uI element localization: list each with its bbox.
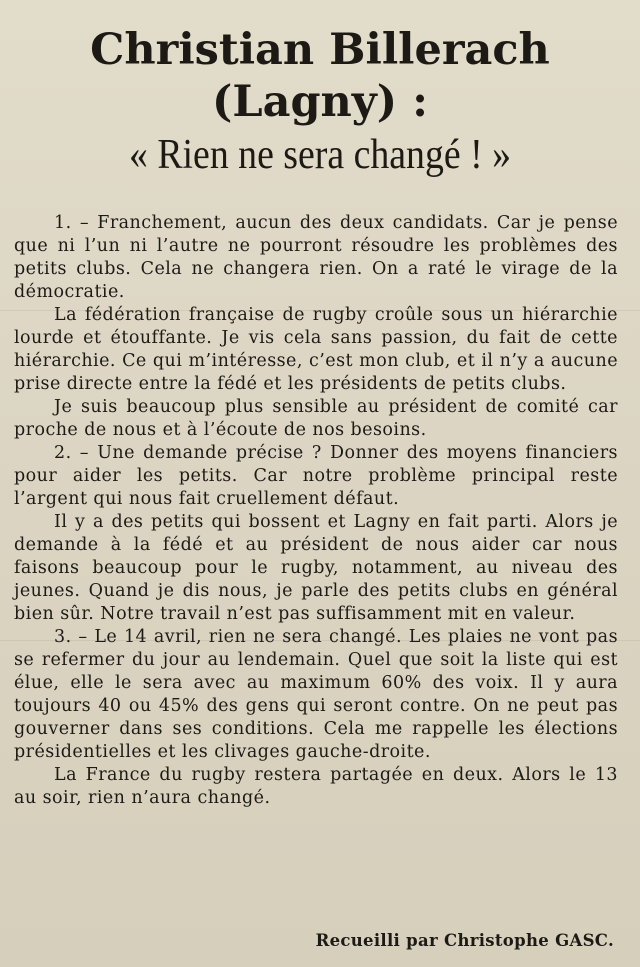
headline: [0, 0, 640, 128]
paragraph: La fédération française de rugby croûle sous un hiérarchie lourde et étouffante. Je vis cela sans passion, du fait de cette hiérarchie. Ce qui m’intéresse, c’est mon club, et il n’y a aucune prise directe entre la fédé et les présidents de petits clubs.: [14, 305, 618, 394]
paragraph: Je suis beaucoup plus sensible au président de comité car proche de nous et à l’écoute de nos besoins.: [14, 397, 618, 440]
paragraph: Il y a des petits qui bossent et Lagny en fait parti. Alors je demande à la fédé et au président de nous aider car nous faisons beaucoup pour le rugby, notamment, au niveau des jeunes. Quand je dis nous, je parle des petits clubs en général bien sûr. Notre travail n’est pas suffisamment mit en valeur.: [14, 512, 618, 624]
headline-club: (Lagny) :: [212, 77, 428, 127]
paper-crease: [0, 640, 640, 641]
headline-name: Christian Billerach: [90, 25, 550, 75]
headline-quote: « Rien ne sera changé ! »: [128, 132, 512, 178]
paragraph: La France du rugby restera partagée en deux. Alors le 13 au soir, rien n’aura changé.: [14, 765, 618, 808]
paragraph: 3. – Le 14 avril, rien ne sera changé. Les plaies ne vont pas se refermer du jour au lendemain. Quel que soit la liste qui est élue, elle le sera avec au maximum 60% des voix. Il y aura toujours 40 ou 45% des gens qui seront contre. On ne peut pas gouverner dans ses conditions. Cela me rappelle les élections présidentielles et les clivages gauche-droite.: [14, 627, 618, 762]
byline: Recueilli par Christophe GASC.: [315, 931, 614, 950]
paragraph: 2. – Une demande précise ? Donner des moyens financiers pour aider les petits. Car notre problème principal reste l’argent qui nous fait cruellement défaut.: [14, 443, 618, 509]
paragraph: 1. – Franchement, aucun des deux candidats. Car je pense que ni l’un ni l’autre ne pourront résoudre les problèmes des petits clubs. Cela ne changera rien. On a raté le virage de la démocratie.: [14, 213, 618, 302]
article-body: [0, 212, 640, 810]
paper-crease: [0, 310, 640, 311]
